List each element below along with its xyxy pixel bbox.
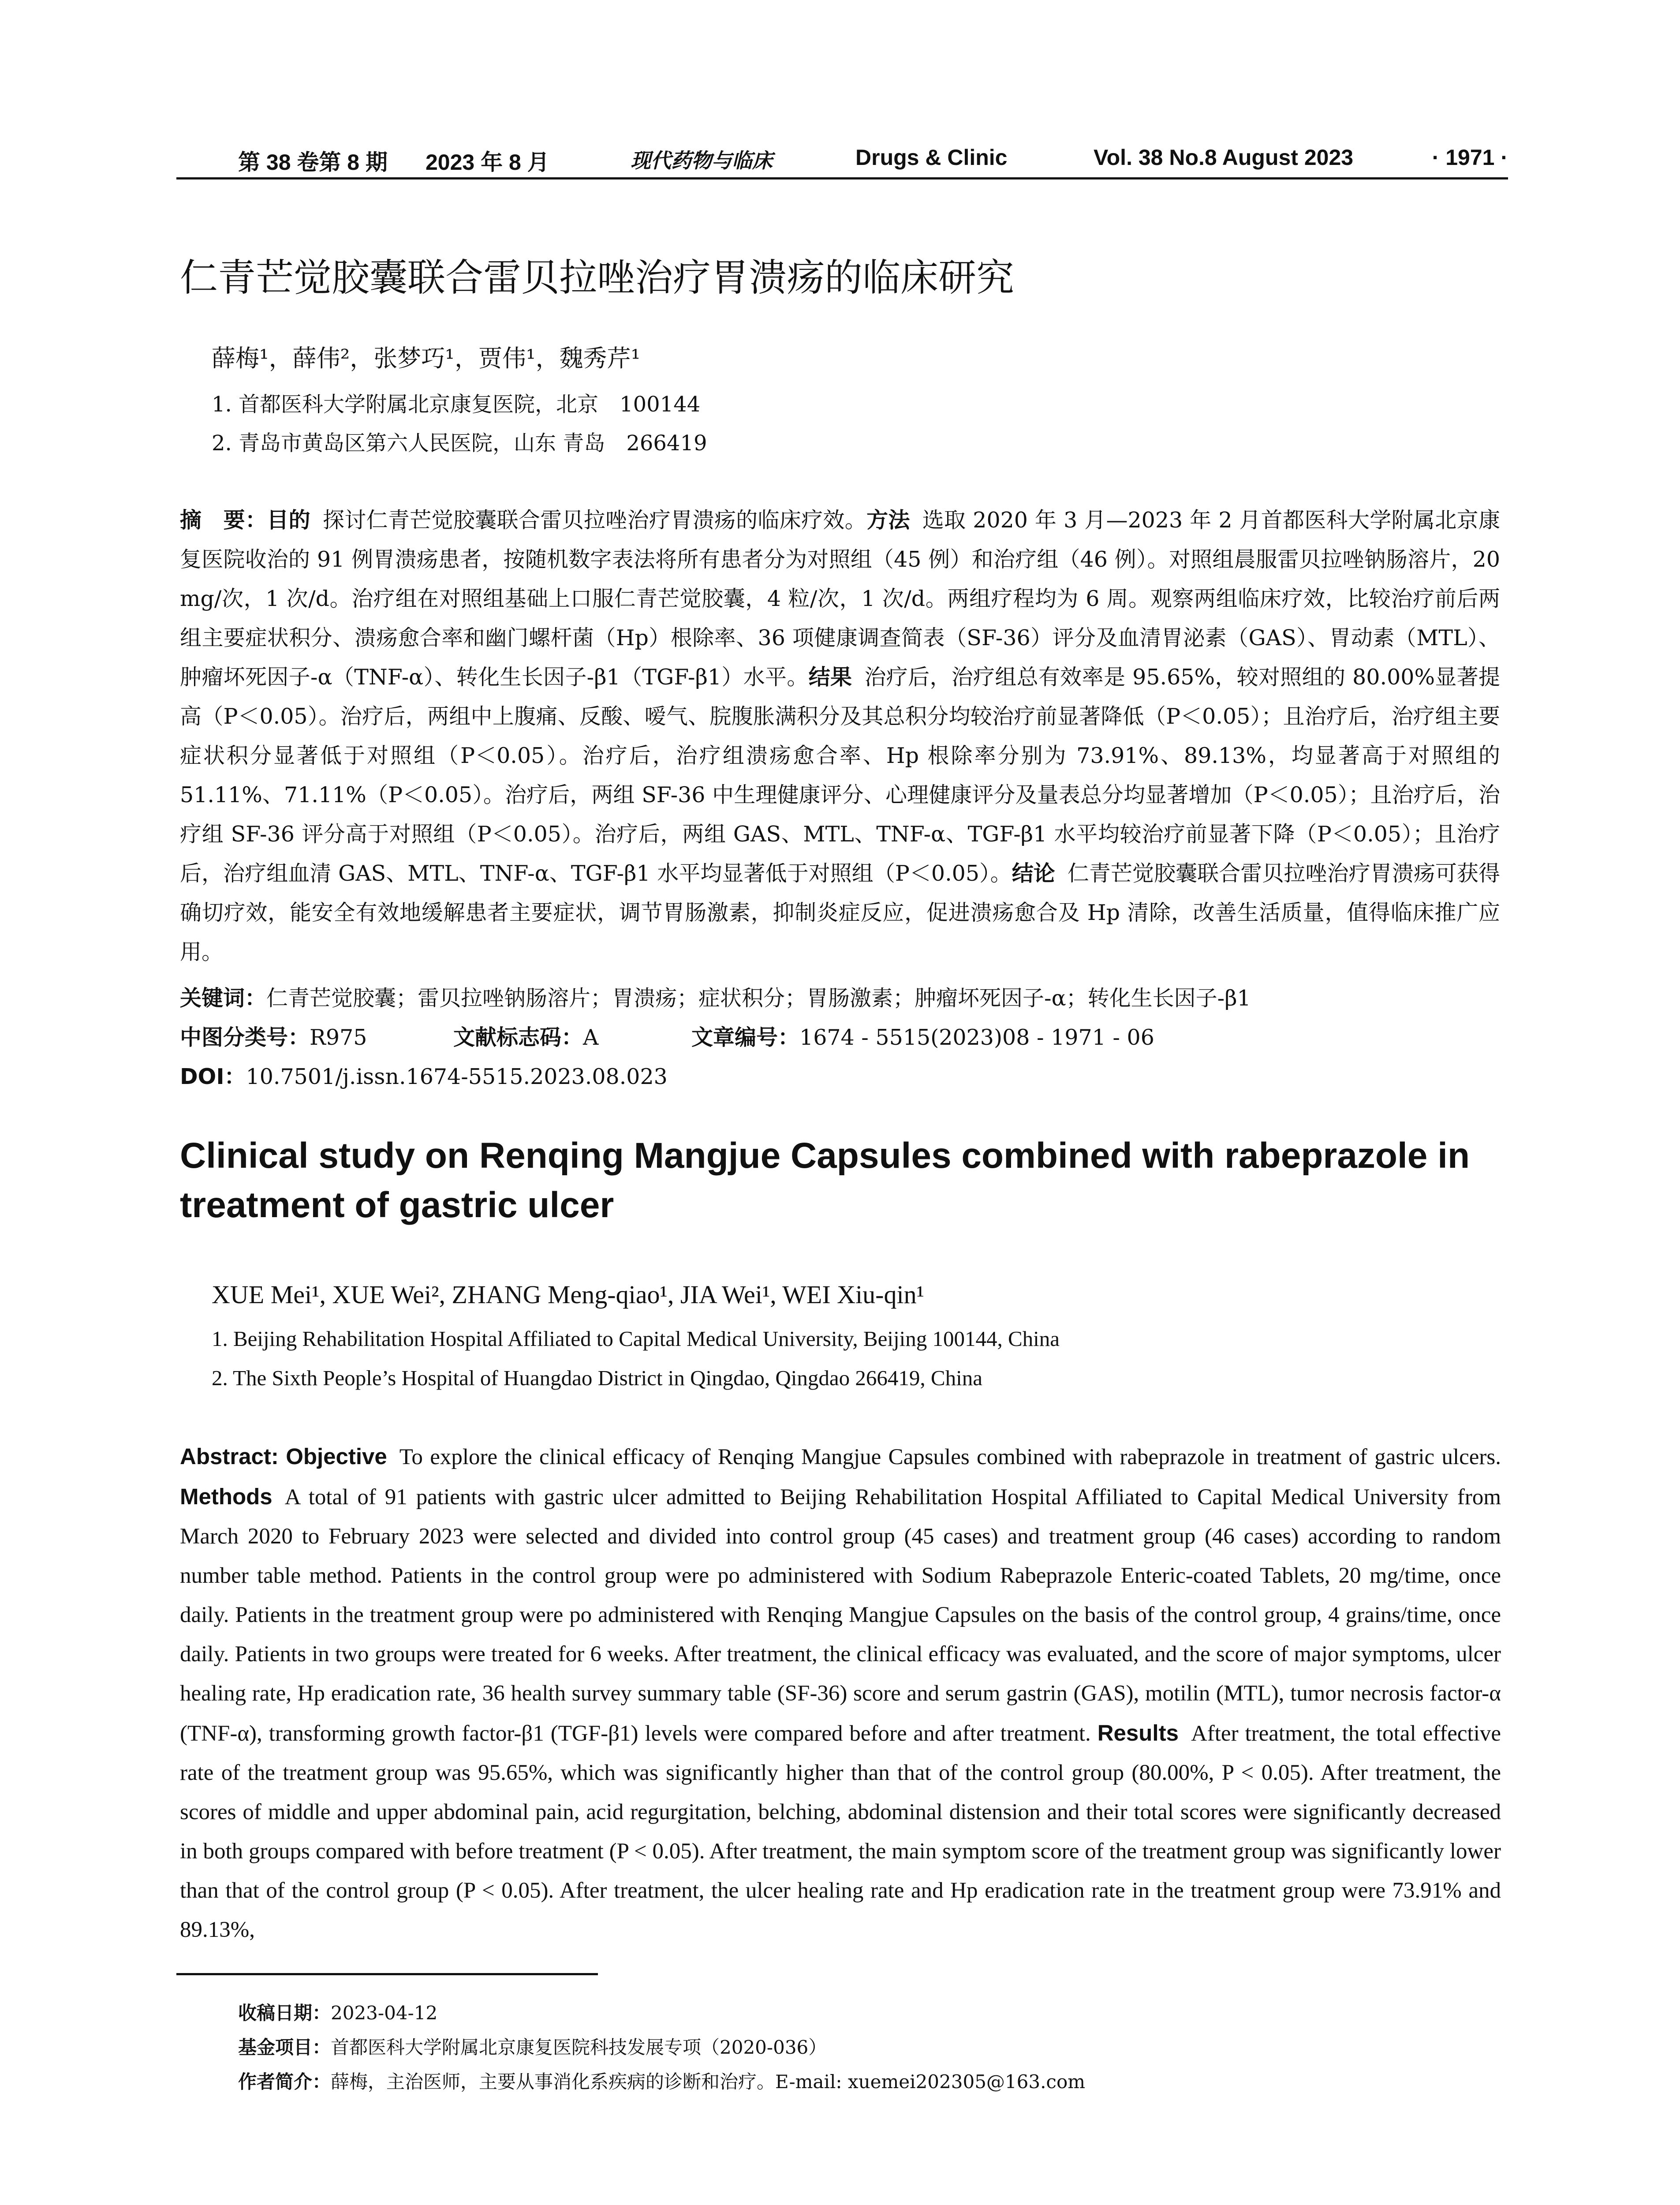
methods-en-text: A total of 91 patients with gastric ulcer admitted to Beijing Rehabilitation Hospital Affiliated to Capital Medical University from March 2020 to February 2023 were selected and divided into control group (45 cases) and treatment group (46 cases) according to random number table method. Patients in the control group were po administered with Sodium Rabeprazole Enteric-coated Tablets, 20 mg/time, once daily. Patients in the treatment group were po administered with Renqing Mangjue Capsules on the basis of the control group, 4 grains/time, once daily. Patients in two groups were treated for 6 weeks. After treatment, the clinical efficacy was evaluated, and the score of major symptoms, ulcer healing rate, Hp eradication rate, 36 health survey summary table (SF-36) score and serum gastrin (GAS), motilin (MTL), tumor necrosis factor-α (TNF-α), transforming growth factor-β1 (TGF-β1) levels were compared before and after treatment. bbox=[180, 1485, 1501, 1746]
affiliation-cn-2: 2. 青岛市黄岛区第六人民医院，山东 青岛 266419 bbox=[212, 431, 707, 456]
header-volume-en: Vol. 38 No.8 August 2023 bbox=[1094, 145, 1354, 170]
running-header bbox=[176, 140, 1508, 183]
conclusion-cn-label: 结论 bbox=[1012, 861, 1055, 886]
methods-en-label: Methods bbox=[180, 1484, 273, 1509]
footnote-funding-label: 基金项目： bbox=[238, 2037, 331, 2058]
objective-cn-label: 目的 bbox=[267, 508, 310, 533]
clc-value: R975 bbox=[310, 1025, 367, 1050]
clc-label: 中图分类号： bbox=[180, 1025, 310, 1050]
header-journal-cn: 现代药物与临床 bbox=[631, 149, 773, 172]
doc-code-value: A bbox=[583, 1025, 599, 1050]
footnote-author-label: 作者简介： bbox=[238, 2071, 331, 2093]
affiliation-en-1: 1. Beijing Rehabilitation Hospital Affiliated to Capital Medical University, Beijing 100144, China bbox=[212, 1327, 1060, 1351]
article-title-cn: 仁青芒觉胶囊联合雷贝拉唑治疗胃溃疡的临床研究 bbox=[180, 256, 1014, 300]
results-en-label: Results bbox=[1097, 1720, 1179, 1745]
conclusion-cn-text: 仁青芒觉胶囊联合雷贝拉唑治疗胃溃疡可获得确切疗效，能安全有效地缓解患者主要症状，调节胃肠激素，抑制炎症反应，促进溃疡愈合及 Hp 清除，改善生活质量，值得临床推广应用。 bbox=[180, 861, 1500, 964]
footnote-received bbox=[238, 1999, 437, 2025]
objective-en-label: Objective bbox=[286, 1444, 387, 1469]
classification-line bbox=[180, 1020, 1154, 1051]
footnote-funding bbox=[238, 2033, 827, 2059]
keywords-cn-label: 关键词： bbox=[180, 986, 267, 1011]
header-volume-cn: 第 38 卷第 8 期 bbox=[238, 150, 388, 175]
abstract-cn bbox=[180, 501, 1500, 972]
footnote-received-label: 收稿日期： bbox=[238, 2002, 331, 2024]
footnote-rule bbox=[176, 1973, 598, 1975]
doi-value: 10.7501/j.issn.1674-5515.2023.08.023 bbox=[246, 1064, 668, 1089]
authors-cn: 薛梅¹，薛伟²，张梦巧¹，贾伟¹，魏秀芹¹ bbox=[212, 344, 641, 372]
header-journal-en: Drugs & Clinic bbox=[855, 145, 1008, 170]
results-cn-text: 治疗后，治疗组总有效率是 95.65%，较对照组的 80.00%显著提高（P＜0.05）。治疗后，两组中上腹痛、反酸、嗳气、脘腹胀满积分及其总积分均较治疗前显著降低（P＜0.05）；且治疗后，治疗组主要症状积分显著低于对照组（P＜0.05）。治疗后，治疗组溃疡愈合率、Hp 根除率分别为 73.91%、89.13%，均显著高于对照组的 51.11%、71.11%（P＜0.05）。治疗后，两组 SF-36 中生理健康评分、心理健康评分及量表总分均显著增加（P＜0.05）；且治疗后，治疗组 SF-36 评分高于对照组（P＜0.05）。治疗后，两组 GAS、MTL、TNF-α、TGF-β1 水平均较治疗前显著下降（P＜0.05）；且治疗后，治疗组血清 GAS、MTL、TNF-α、TGF-β1 水平均显著低于对照组（P＜0.05）。 bbox=[180, 665, 1500, 886]
footnote-funding-text: 首都医科大学附属北京康复医院科技发展专项（2020-036） bbox=[331, 2037, 827, 2058]
doc-code-label: 文献标志码： bbox=[453, 1025, 583, 1050]
doi-label: DOI： bbox=[180, 1064, 246, 1089]
results-en-text: After treatment, the total effective rate of the treatment group was 95.65%, which was significantly higher than that of the control group (80.00%, P < 0.05). After treatment, the scores of middle and upper abdominal pain, acid regurgitation, belching, abdominal distension and their total scores were significantly decreased in both groups compared with before treatment (P < 0.05). After treatment, the main symptom score of the treatment group was significantly lower than that of the control group (P < 0.05). After treatment, the ulcer healing rate and Hp eradication rate in the treatment group were 73.91% and 89.13%, bbox=[180, 1721, 1501, 1942]
keywords-cn-text: 仁青芒觉胶囊；雷贝拉唑钠肠溶片；胃溃疡；症状积分；胃肠激素；肿瘤坏死因子-α；转化生长因子-β1 bbox=[266, 986, 1251, 1011]
article-title-en: Clinical study on Renqing Mangjue Capsules combined with rabeprazole in treatment of gastric ulcer bbox=[180, 1136, 1470, 1225]
article-no-label: 文章编号： bbox=[691, 1025, 800, 1050]
header-page-number: · 1971 · bbox=[1432, 145, 1508, 170]
article-no-value: 1674 - 5515(2023)08 - 1971 - 06 bbox=[799, 1025, 1154, 1050]
abstract-en bbox=[180, 1437, 1501, 1950]
doi-line bbox=[180, 1060, 668, 1091]
footnote-author-text: 薛梅，主治医师，主要从事消化系疾病的诊断和治疗。E-mail: xuemei202305@163.com bbox=[331, 2071, 1086, 2093]
header-rule bbox=[176, 177, 1508, 179]
abstract-cn-label: 摘 要： bbox=[180, 508, 267, 533]
methods-cn-label: 方法 bbox=[866, 508, 910, 533]
methods-cn-text: 选取 2020 年 3 月—2023 年 2 月首都医科大学附属北京康复医院收治的 91 例胃溃疡患者，按随机数字表法将所有患者分为对照组（45 例）和治疗组（46 例）。对照组晨服雷贝拉唑钠肠溶片，20 mg/次，1 次/d。治疗组在对照组基础上口服仁青芒觉胶囊，4 粒/次，1 次/d。两组疗程均为 6 周。观察两组临床疗效，比较治疗前后两组主要症状积分、溃疡愈合率和幽门螺杆菌（Hp）根除率、36 项健康调查简表（SF-36）评分及血清胃泌素（GAS）、胃动素（MTL）、肿瘤坏死因子-α（TNF-α）、转化生长因子-β1（TGF-β1）水平。 bbox=[180, 508, 1500, 690]
affiliation-en-2: 2. The Sixth People’s Hospital of Huangdao District in Qingdao, Qingdao 266419, China bbox=[212, 1366, 982, 1390]
abstract-en-label: Abstract: bbox=[180, 1444, 279, 1469]
keywords-cn bbox=[180, 981, 1251, 1012]
footnote-received-text: 2023-04-12 bbox=[331, 2002, 438, 2024]
objective-en-text: To explore the clinical efficacy of Renqing Mangjue Capsules combined with rabeprazole in treatment of gastric ulcers. bbox=[399, 1445, 1501, 1469]
affiliation-cn-1: 1. 首都医科大学附属北京康复医院，北京 100144 bbox=[212, 392, 701, 417]
header-date-cn: 2023 年 8 月 bbox=[426, 150, 549, 175]
objective-cn-text: 探讨仁青芒觉胶囊联合雷贝拉唑治疗胃溃疡的临床疗效。 bbox=[322, 508, 867, 533]
footnote-author-bio bbox=[238, 2067, 1085, 2094]
results-cn-label: 结果 bbox=[808, 665, 852, 690]
authors-en: XUE Mei¹, XUE Wei², ZHANG Meng-qiao¹, JIA Wei¹, WEI Xiu-qin¹ bbox=[212, 1280, 924, 1309]
